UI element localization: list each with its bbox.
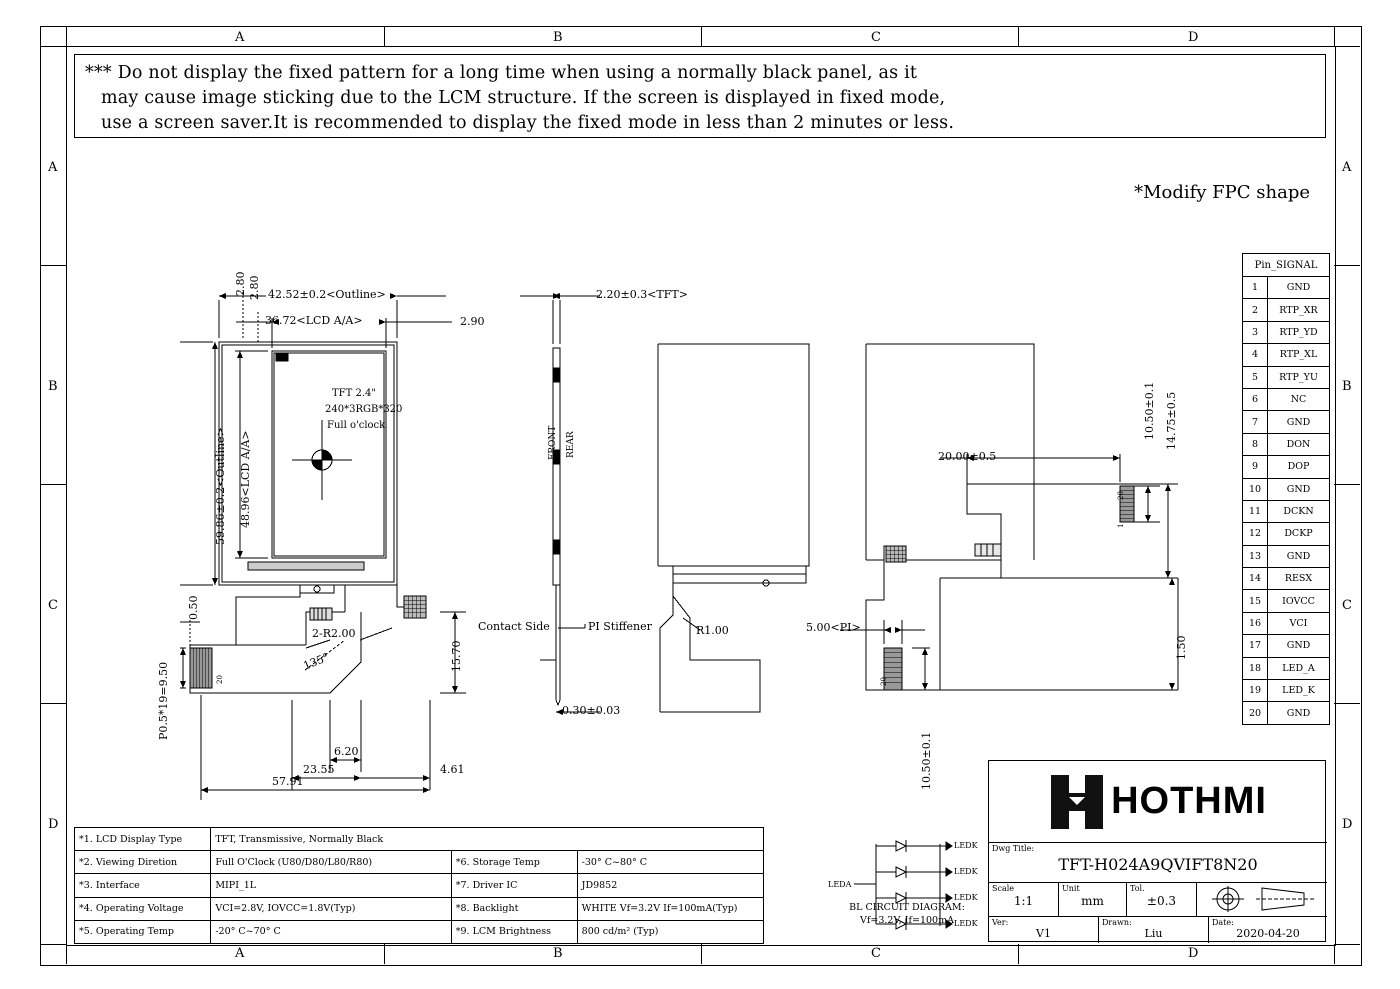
modify-fpc-note: *Modify FPC shape [1134,182,1310,203]
zone-label-col-b-bottom: B [553,946,563,961]
pin-signal: VCI [1268,612,1330,634]
spec-key: *3. Interface [75,874,211,897]
dim-2r200: 2-R2.00 [312,627,356,640]
pin-row [1243,702,1330,724]
zone-label-row-c-left: C [48,598,58,613]
pin-signal: RTP_YU [1268,366,1330,388]
title-block [988,760,1326,942]
zone-label-row-c-right: C [1342,598,1352,613]
dwg-title-value: TFT-H024A9QVIFT8N20 [1058,855,1258,874]
zone-label-col-a-bottom: A [235,946,245,961]
label-pi-stiffener: PI Stiffener [588,620,652,633]
unit-cell [1059,883,1127,917]
pin-number: 19 [1243,680,1268,702]
dim-pi-thickness: 0.30±0.03 [562,704,621,717]
pin-signal: RESX [1268,568,1330,590]
pin-signal: RTP_XR [1268,299,1330,321]
dim-right-margin: 2.90 [460,315,485,328]
svg-text:LEDK: LEDK [954,867,978,876]
note-line-3: use a screen saver.It is recommended to display the fixed mode in less than 2 minutes or less. [101,113,955,133]
pin-signal: DOP [1268,456,1330,478]
date-cell [1209,917,1327,943]
pin-number: 10 [1243,478,1268,500]
pin-signal: LED_A [1268,657,1330,679]
pin-number: 15 [1243,590,1268,612]
unit-value: mm [1081,894,1104,908]
pin-row [1243,635,1330,657]
projection-symbol-cell [1197,883,1327,917]
fpc-pin-20-right: 20 [1117,491,1125,500]
spec-value: 800 cd/m² (Typ) [577,920,763,943]
panel-label-type: TFT 2.4" [332,388,376,399]
dim-outline-height: 59.86±0.2<Outline> [214,427,227,545]
dim-1475: 14.75±0.5 [1165,391,1178,450]
dim-1050-bottom: 10.50±0.1 [920,731,933,790]
pin-number: 6 [1243,388,1268,410]
pin-signal: LED_K [1268,680,1330,702]
dwg-title-cell [989,843,1327,883]
pin-row [1243,590,1330,612]
pin-signal: DCKN [1268,500,1330,522]
fpc-pin-20-view4: 20 [880,677,888,686]
spec-value: VCI=2.8V, IOVCC=1.8V(Typ) [211,897,451,920]
pin-number: 2 [1243,299,1268,321]
svg-text:LEDK: LEDK [954,919,978,928]
zone-label-col-d-bottom: D [1188,946,1199,961]
dim-1570: 15.70 [450,640,463,672]
spec-value: JD9852 [577,874,763,897]
dim-pitch: P0.5*19=9.50 [157,661,170,740]
zone-label-col-b-top: B [553,30,563,45]
dim-620: 6.20 [334,745,359,758]
note-line-2: may cause image sticking due to the LCM structure. If the screen is displayed in fixed mode, [101,88,946,108]
dim-tft-thickness: 2.20±0.3<TFT> [596,288,688,301]
pin-number: 14 [1243,568,1268,590]
pin-row [1243,388,1330,410]
dim-r100: R1.00 [696,624,729,637]
dim-050: 0.50 [187,595,200,620]
dim-150: 1.50 [1175,635,1188,660]
pin-row [1243,500,1330,522]
pin-signal: IOVCC [1268,590,1330,612]
panel-label-res: 240*3RGB*320 [325,404,403,415]
pin-number: 11 [1243,500,1268,522]
pin-row [1243,657,1330,679]
date-value: 2020-04-20 [1236,927,1300,940]
pin-row [1243,321,1330,343]
svg-text:LEDA: LEDA [828,880,852,889]
company-name: HOTHMI [1111,780,1267,822]
tol-label: Tol. [1130,884,1145,893]
spec-row [75,874,764,897]
ver-value: V1 [1036,927,1051,940]
spec-key: *8. Backlight [451,897,577,920]
pin-number: 8 [1243,433,1268,455]
pin-number: 20 [1243,702,1268,724]
pin-row [1243,366,1330,388]
spec-value: -20° C~70° C [211,920,451,943]
dwg-title-label: Dwg Title: [992,844,1035,853]
zone-label-row-b-right: B [1342,379,1352,394]
pin-number: 7 [1243,411,1268,433]
ver-label: Ver: [992,918,1009,927]
pin-table-header: Pin_SIGNAL [1243,254,1330,277]
specification-table [74,827,764,944]
pin-number: 3 [1243,321,1268,343]
zone-label-col-a-top: A [235,30,245,45]
spec-row [75,920,764,943]
pin-signal: DON [1268,433,1330,455]
pin-signal: GND [1268,411,1330,433]
scale-label: Scale [992,884,1015,893]
spec-key: *4. Operating Voltage [75,897,211,920]
spec-value: -30° C~80° C [577,851,763,874]
zone-label-col-c-top: C [871,30,881,45]
dim-aa-width: 36.72<LCD A/A> [265,314,363,327]
pin-signal: GND [1268,478,1330,500]
spec-key: *7. Driver IC [451,874,577,897]
spec-key: *1. LCD Display Type [75,828,211,851]
pin-number: 9 [1243,456,1268,478]
version-cell [989,917,1099,943]
dim-outline-width: 42.52±0.2<Outline> [268,288,386,301]
dim-135deg: 135° [301,650,331,673]
label-rear: REAR [566,431,576,458]
spec-row [75,851,764,874]
fpc-pin-1-right: 1 [1117,523,1125,528]
scale-cell [989,883,1059,917]
dim-2355: 23.55 [303,763,335,776]
pin-number: 12 [1243,523,1268,545]
bl-caption-line1: BL CIRCUIT DIAGRAM: [849,902,965,913]
spec-key: *5. Operating Temp [75,920,211,943]
label-front: FRONT [548,425,558,460]
pin-signal: DCKP [1268,523,1330,545]
pin-number: 17 [1243,635,1268,657]
dim-left-margin-2: 2.80 [234,271,247,296]
note-line-1: *** Do not display the fixed pattern for a long time when using a normally black panel, as it [85,63,918,83]
spec-row [75,897,764,920]
pin-number: 13 [1243,545,1268,567]
drawn-value: Liu [1144,927,1163,940]
zone-label-col-d-top: D [1188,30,1199,45]
pin-signal: GND [1268,635,1330,657]
dim-461: 4.61 [440,763,465,776]
pin-number: 16 [1243,612,1268,634]
label-contact-side: Contact Side [478,620,550,633]
dim-aa-height: 48.96<LCD A/A> [239,430,252,528]
pin-row [1243,299,1330,321]
spec-value: WHITE Vf=3.2V If=100mA(Typ) [577,897,763,920]
zone-label-row-d-left: D [48,817,59,832]
spec-value: Full O'Clock (U80/D80/L80/R80) [211,851,451,874]
pin-number: 1 [1243,277,1268,299]
pin-row [1243,411,1330,433]
pin-table-body [1243,254,1330,725]
first-angle-projection-icon [1204,884,1324,914]
dim-500pi: 5.00<PI> [806,621,861,634]
unit-label: Unit [1062,884,1080,893]
dim-2000: 20.00±0.5 [938,450,997,463]
fpc-pin-20: 20 [216,675,224,684]
drawn-cell [1099,917,1209,943]
pin-signal: RTP_YD [1268,321,1330,343]
pin-row [1243,277,1330,299]
spec-key: *9. LCM Brightness [451,920,577,943]
pin-row [1243,568,1330,590]
pin-table-header-row [1243,254,1330,277]
pin-row [1243,612,1330,634]
bl-caption-line2: Vf=3.2V, If=100mA [860,915,954,926]
drawn-label: Drawn: [1102,918,1132,927]
pin-number: 5 [1243,366,1268,388]
pin-signal: GND [1268,545,1330,567]
svg-text:LEDK: LEDK [954,841,978,850]
dim-1050-right: 10.50±0.1 [1143,381,1156,440]
spec-value: TFT, Transmissive, Normally Black [211,828,764,851]
hothmi-mark-icon [1049,773,1105,831]
date-label: Date: [1212,918,1234,927]
zone-label-col-c-bottom: C [871,946,881,961]
spec-key: *2. Viewing Diretion [75,851,211,874]
scale-value: 1:1 [1013,894,1034,908]
pin-number: 4 [1243,344,1268,366]
svg-text:LEDK: LEDK [954,893,978,902]
spec-key: *6. Storage Temp [451,851,577,874]
zone-label-row-a-left: A [48,160,58,175]
dim-5791: 57.91 [272,775,304,788]
company-logo [989,761,1327,843]
spec-value: MIPI_1L [211,874,451,897]
pin-row [1243,523,1330,545]
tol-value: ±0.3 [1146,894,1177,908]
pin-signal-table [1242,253,1330,725]
pin-signal: GND [1268,277,1330,299]
tolerance-cell [1127,883,1197,917]
pin-row [1243,456,1330,478]
zone-label-row-b-left: B [48,379,58,394]
pin-signal: RTP_XL [1268,344,1330,366]
zone-label-row-a-right: A [1342,160,1352,175]
pin-signal: NC [1268,388,1330,410]
pin-row [1243,344,1330,366]
pin-number: 18 [1243,657,1268,679]
spec-row [75,828,764,851]
panel-label-clock: Full o'clock [327,420,386,431]
pin-row [1243,433,1330,455]
dim-left-margin-1: 2.80 [248,275,261,300]
zone-label-row-d-right: D [1342,817,1353,832]
pin-signal: GND [1268,702,1330,724]
pin-row [1243,680,1330,702]
pin-row [1243,478,1330,500]
pin-row [1243,545,1330,567]
